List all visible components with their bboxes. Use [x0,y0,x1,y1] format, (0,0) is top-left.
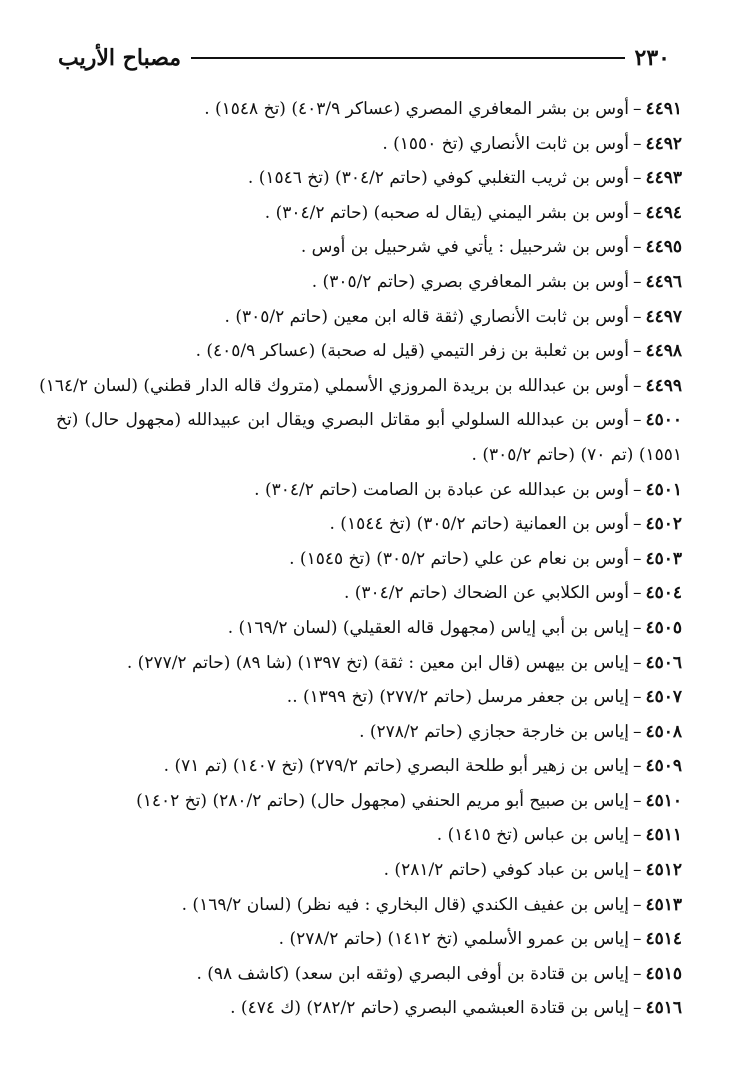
list-item [56,715,682,750]
entry-text: إياس بن بيهس (قال ابن معين : ثقة) (تخ ١٣٩٧) (شا ٨٩) (حاتم ٢٧٧/٢) . [126,652,629,673]
entry-number: ٤٥١١ [645,825,682,846]
entry-number: ٤٥٠١ [645,479,682,500]
entry-number: ٤٤٩٢ [645,133,682,154]
entry-number: ٤٥٠٠ [645,410,682,431]
entry-number: ٤٥١٦ [645,998,682,1019]
entry-dash: – [632,99,642,119]
list-item [56,853,682,888]
entry-text: أوس بن بشر المعافري المصري (عساكر ٤٠٣/٩) (تخ ١٥٤٨) . [204,99,629,119]
list-item [56,646,682,681]
entry-dash: – [632,790,642,811]
entry-number: ٤٥٠٢ [645,514,682,535]
entry-dash: – [632,271,642,292]
entry-dash: – [632,306,642,327]
list-item [56,92,682,127]
list-item [56,196,682,231]
entry-dash: – [632,929,642,950]
list-item [56,507,682,542]
list-item [56,542,682,577]
entry-text: إياس بن قتادة بن أوفى البصري (وثقه ابن سعد) (كاشف ٩٨) . [196,963,629,984]
list-item [56,334,682,369]
list-item [39,369,682,404]
entry-number: ٤٤٩٣ [645,168,682,189]
entry-dash: – [632,410,642,431]
list-item [56,957,682,992]
list-item [56,576,682,611]
entry-number: ٤٤٩٨ [645,341,682,362]
list-item [56,749,682,784]
entry-dash: – [632,894,642,915]
entry-dash: – [632,721,642,742]
running-title: مصباح الأريب [58,45,182,71]
entry-dash: – [632,341,642,362]
entry-text: إياس بن صبيح أبو مريم الحنفي (مجهول حال) (حاتم ٢٨٠/٢) (تخ ١٤٠٢) [136,790,629,811]
entry-dash: – [632,652,642,673]
entry-number: ٤٤٩٦ [645,271,682,292]
entry-text: أوس بن ثابت الأنصاري (تخ ١٥٥٠) . [382,133,629,154]
entry-number: ٤٥٠٧ [645,687,682,708]
list-item [56,784,682,819]
entry-number: ٤٥٠٩ [645,756,682,777]
entry-number: ٤٥٠٤ [645,583,682,604]
entry-text: أوس بن عبدالله بن بريدة المروزي الأسملي (متروك قاله الدار قطني) (لسان ١٦٤/٢) [39,375,629,396]
entry-number: ٤٤٩١ [645,99,682,119]
entry-dash: – [632,687,642,708]
entry-dash: – [632,202,642,223]
list-item [56,230,682,265]
entry-number: ٤٥٠٣ [645,548,682,569]
entry-number: ٤٤٩٧ [645,306,682,327]
entry-text: أوس بن بشر المعافري بصري (حاتم ٣٠٥/٢) . [311,271,629,292]
entry-text: أوس بن بشر اليمني (يقال له صحبه) (حاتم ٣٠٤/٢) . [264,202,629,223]
entry-number: ٤٤٩٤ [645,202,682,223]
entry-dash: – [632,963,642,984]
entry-dash: – [632,617,642,638]
entry-text: أوس بن عبدالله عن عبادة بن الصامت (حاتم ٣٠٤/٢) . [254,479,629,500]
entry-dash: – [632,237,642,258]
list-item [56,473,682,508]
entry-text: إياس بن خارجة حجازي (حاتم ٢٧٨/٢) . [359,721,629,742]
entry-text: أوس الكلابي عن الضحاك (حاتم ٣٠٤/٢) . [343,583,629,604]
entry-dash: – [632,825,642,846]
list-item [56,265,682,300]
entry-dash: – [632,375,642,396]
entry-text: أوس بن شرحبيل : يأتي في شرحبيل بن أوس . [300,237,629,258]
entry-text: أوس بن عبدالله السلولي أبو مقاتل البصري ويقال ابن عبيدالله (مجهول حال) (تخ ١٥٥١) (تم ٧٠) (حاتم ٣٠٥/٢) . [56,410,682,465]
list-item [56,611,682,646]
entry-dash: – [632,583,642,604]
entry-dash: – [632,168,642,189]
entry-number: ٤٥٠٦ [645,652,682,673]
list-item [56,922,682,957]
list-item [56,161,682,196]
entry-text: أوس بن العمانية (حاتم ٣٠٥/٢) (تخ ١٥٤٤) . [329,514,629,535]
list-item [56,991,682,1026]
entry-number: ٤٥٠٥ [645,617,682,638]
list-item [56,888,682,923]
entry-text: إياس بن قتادة العبشمي البصري (حاتم ٢٨٢/٢) (ك ٤٧٤) . [230,998,629,1019]
list-item [56,818,682,853]
header-rule [191,57,624,59]
entry-text: إياس بن عباس (تخ ١٤١٥) . [436,825,629,846]
entry-number: ٤٥١٣ [645,894,682,915]
page-number: ٢٣٠ [634,45,670,71]
entry-dash: – [632,548,642,569]
entry-dash: – [632,860,642,881]
list-item [56,680,682,715]
entry-text: إياس بن عباد كوفي (حاتم ٢٨١/٢) . [383,860,629,881]
entry-number: ٤٥١٤ [645,929,682,950]
entry-dash: – [632,479,642,500]
entry-number: ٤٥١٢ [645,860,682,881]
entry-dash: – [632,133,642,154]
entry-text: أوس بن ثعلبة بن زفر التيمي (قيل له صحبة) (عساكر ٤٠٥/٩) . [195,341,629,362]
list-item [56,300,682,335]
entry-text: إياس بن عفيف الكندي (قال البخاري : فيه نظر) (لسان ١٦٩/٢) . [181,894,629,915]
entry-text: إياس بن زهير أبو طلحة البصري (حاتم ٢٧٩/٢) (تخ ١٤٠٧) (تم ٧١) . [163,756,629,777]
entry-text: إياس بن عمرو الأسلمي (تخ ١٤١٢) (حاتم ٢٧٨/٢) . [278,929,629,950]
entry-text: أوس بن ثريب التغلبي كوفي (حاتم ٣٠٤/٢) (تخ ١٥٤٦) . [247,168,629,189]
entry-text: أوس بن ثابت الأنصاري (ثقة قاله ابن معين (حاتم ٣٠٥/٢) . [224,306,629,327]
entry-number: ٤٥١٠ [645,790,682,811]
list-item [56,127,682,162]
entry-number: ٤٤٩٥ [645,237,682,258]
list-item [56,403,682,472]
entry-number: ٤٥١٥ [645,963,682,984]
entry-number: ٤٤٩٩ [645,375,682,396]
entry-number: ٤٥٠٨ [645,721,682,742]
entry-dash: – [632,998,642,1019]
entry-text: أوس بن نعام عن علي (حاتم ٣٠٥/٢) (تخ ١٥٤٥) . [289,548,629,569]
page-header [58,38,670,78]
entry-dash: – [632,514,642,535]
entry-text: إياس بن جعفر مرسل (حاتم ٢٧٧/٢) (تخ ١٣٩٩) .. [286,687,629,708]
entry-text: إياس بن أبي إياس (مجهول قاله العقيلي) (لسان ١٦٩/٢) . [227,617,629,638]
entry-list [39,92,682,1026]
entry-dash: – [632,756,642,777]
